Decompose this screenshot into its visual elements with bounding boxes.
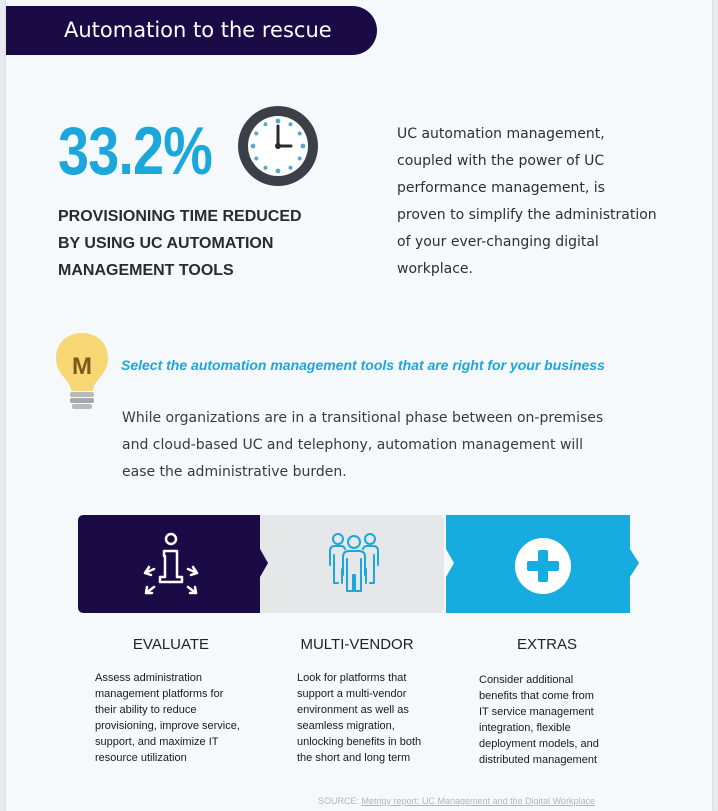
step-title-extras: EXTRAS [516,636,577,653]
source-citation [318,796,595,806]
source-prefix: SOURCE: [318,796,362,806]
stat-caption: PROVISIONING TIME REDUCED BY USING UC AUTOMATION MANAGEMENT TOOLS [58,208,302,279]
step-description-multi-vendor: Look for platforms that support a multi-vendor environment as well as seamless migration, unlocking benefits in both the short and long term [297,672,422,764]
plus-circle-icon [514,537,572,595]
lightbulb-icon [52,330,112,412]
bulb-letter: M [72,353,92,380]
step-extras-box [446,515,641,613]
step-multi-vendor-box [260,515,450,613]
step-evaluate-box [78,515,278,613]
stat-value: 33.2% [58,113,213,189]
section-title-banner [6,6,377,55]
clock-icon [236,104,320,188]
tip-body: While organizations are in a transitional phase between on-premises and cloud-based UC and telephony, automation management will ease the administrative burden. [122,410,604,480]
info-arrows-icon [140,531,202,597]
step-description-extras: Consider additional benefits that come from IT service management integration, flexible deployment models, and distributed management [479,674,599,766]
source-link[interactable]: Metrigy report: UC Management and the Digital Workplace [361,796,595,806]
people-group-icon [326,531,382,593]
tip-heading: Select the automation management tools that are right for your business [121,357,605,373]
step-title-multi-vendor: MULTI-VENDOR [300,636,414,653]
intro-paragraph: UC automation management, coupled with the power of UC performance management, is proven to simplify the administration of your ever-changing digital workplace. [397,126,657,277]
section-title: Automation to the rescue [64,18,332,42]
step-description-evaluate: Assess administration management platforms for their ability to reduce provisioning, improve service, support, and maximize IT resource utilization [95,672,240,764]
step-title-evaluate: EVALUATE [132,636,210,653]
